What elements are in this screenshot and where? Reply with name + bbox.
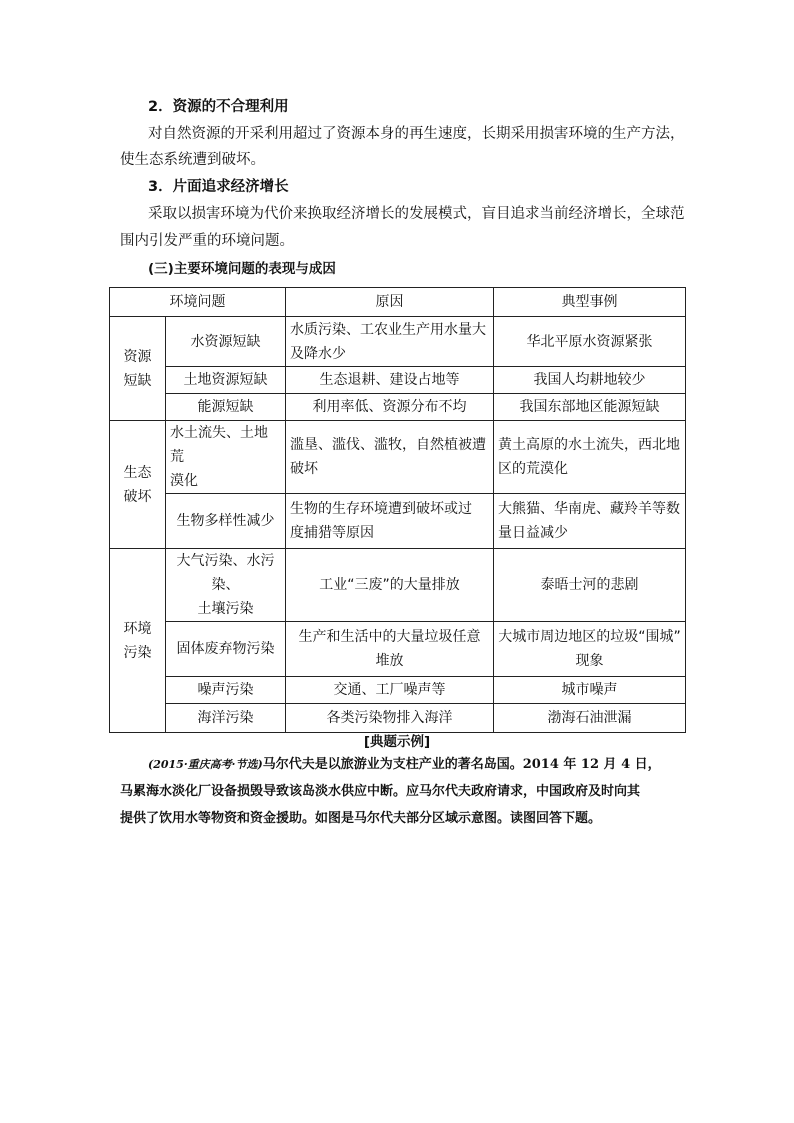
- cell-line: 我国人均耕地较少: [533, 372, 646, 388]
- cell-line: 利用率低、资源分布不均: [312, 399, 467, 415]
- problem-cell: [166, 394, 286, 421]
- cell-line: 生产和生活中的大量垃圾任意: [298, 629, 481, 645]
- cause-cell: [286, 622, 494, 677]
- table-title: (三)主要环境问题的表现与成因: [148, 261, 336, 277]
- cell-line: 各类污染物排入海洋: [326, 710, 453, 726]
- section-2-heading: 2．资源的不合理利用: [148, 99, 289, 115]
- cell-line: 水质污染、工农业生产用水量大: [290, 321, 486, 338]
- cell-line: 土壤污染: [197, 601, 254, 617]
- group-label-line: 生态: [123, 464, 152, 481]
- problem-cell: [166, 421, 286, 494]
- cell-line: 破坏: [290, 461, 318, 477]
- group-label-line: 短缺: [123, 372, 152, 389]
- cell-line: 交通、工厂噪声等: [333, 682, 446, 698]
- cell-line: 生物多样性减少: [176, 513, 275, 529]
- cell-line: 漠化: [170, 473, 198, 489]
- example-line-3: 提供了饮用水等物资和资金援助。如图是马尔代夫部分区域示意图。读图回答下题。: [120, 811, 602, 826]
- header-example: 典型事例: [494, 288, 686, 317]
- problem-cell: [166, 622, 286, 677]
- cell-line: 海洋污染: [197, 710, 254, 726]
- cell-line: 华北平原水资源紧张: [526, 333, 653, 350]
- table-row: [110, 421, 686, 494]
- example-cell: [494, 367, 686, 394]
- cause-cell: [286, 704, 494, 733]
- table-row: [110, 549, 686, 622]
- example-cell: [494, 394, 686, 421]
- table-header-row: [110, 288, 686, 317]
- cause-cell: [286, 494, 494, 549]
- problem-cell: [166, 677, 286, 704]
- table-row: [110, 494, 686, 549]
- cell-line: 大城市周边地区的垃圾“围城”: [498, 629, 681, 645]
- problem-cell: [166, 549, 286, 622]
- environment-problems-table: [109, 287, 686, 733]
- group-label-line: 污染: [123, 644, 152, 661]
- group-label-line: 资源: [123, 348, 152, 365]
- cell-line: 区的荒漠化: [498, 461, 568, 477]
- cell-line: 现象: [575, 653, 604, 669]
- cell-line: 大熊猫、华南虎、藏羚羊等数: [498, 501, 680, 517]
- example-cell: [494, 421, 686, 494]
- cause-cell: [286, 367, 494, 394]
- cell-line: 城市噪声: [561, 682, 618, 698]
- section-2-line-1: 对自然资源的开采利用超过了资源本身的再生速度，长期采用损害环境的生产方法，: [148, 126, 685, 142]
- table-row: [110, 394, 686, 421]
- cell-line: 量日益减少: [498, 525, 568, 541]
- example-line-2: 马累海水淡化厂设备损毁导致该岛淡水供应中断。应马尔代夫政府请求，中国政府及时向其: [120, 784, 641, 799]
- example-cell: [494, 494, 686, 549]
- example-text: 马尔代夫是以旅游业为支柱产业的著名岛国。2014 年 12 月 4 日，: [262, 757, 661, 772]
- table-row: [110, 367, 686, 394]
- cell-line: 能源短缺: [197, 399, 254, 415]
- cell-line: 生态退耕、建设占地等: [319, 372, 460, 388]
- cell-line: 噪声污染: [197, 682, 254, 698]
- table-row: [110, 677, 686, 704]
- cell-line: 度捕猎等原因: [290, 525, 374, 541]
- cell-line: 堆放: [375, 653, 404, 669]
- example-source: (2015·重庆高考·节选): [148, 758, 263, 771]
- cell-line: 我国东部地区能源短缺: [519, 399, 660, 415]
- example-cell: [494, 622, 686, 677]
- example-cell: [494, 704, 686, 733]
- cell-line: 土地资源短缺: [183, 372, 268, 388]
- group-label-line: 环境: [123, 620, 152, 637]
- cause-cell: [286, 421, 494, 494]
- cell-line: 渤海石油泄漏: [547, 710, 632, 726]
- cause-cell: [286, 317, 494, 367]
- section-3-heading: 3．片面追求经济增长: [148, 179, 289, 195]
- section-2-line-2: 使生态系统遭到破坏。: [120, 152, 265, 168]
- table-row: [110, 704, 686, 733]
- group-label-line: 破坏: [123, 488, 152, 505]
- group-label-ecology: [110, 421, 166, 549]
- section-3-line-1: 采取以损害环境为代价来换取经济增长的发展模式，盲目追求当前经济增长，全球范: [148, 206, 685, 222]
- cell-line: 水资源短缺: [190, 333, 261, 350]
- example-cell: [494, 549, 686, 622]
- example-line-1: [148, 754, 661, 776]
- header-problem: 环境问题: [110, 288, 286, 317]
- cause-cell: [286, 394, 494, 421]
- cell-line: 滥垦、滥伐、滥牧，自然植被遭: [290, 437, 486, 453]
- example-cell: [494, 677, 686, 704]
- cell-line: 工业“三废”的大量排放: [319, 577, 460, 593]
- cell-line: 固体废弃物污染: [176, 641, 275, 657]
- cell-line: 黄土高原的水土流失，西北地: [498, 437, 680, 453]
- example-cell: [494, 317, 686, 367]
- problem-cell: [166, 704, 286, 733]
- table-row: [110, 317, 686, 367]
- table-row: [110, 622, 686, 677]
- cell-line: 大气污染、水污染、: [176, 553, 275, 593]
- header-cause: 原因: [286, 288, 494, 317]
- cell-line: 生物的生存环境遭到破坏或过: [290, 501, 472, 517]
- example-title: [典题示例]: [363, 734, 431, 750]
- cell-line: 泰晤士河的悲剧: [540, 577, 639, 593]
- section-3-line-2: 围内引发严重的环境问题。: [120, 233, 294, 249]
- problem-cell: [166, 317, 286, 367]
- cell-line: 水土流失、土地荒: [170, 425, 268, 465]
- cell-line: 及降水少: [290, 345, 346, 362]
- cause-cell: [286, 549, 494, 622]
- cause-cell: [286, 677, 494, 704]
- group-label-pollution: [110, 549, 166, 733]
- problem-cell: [166, 494, 286, 549]
- problem-cell: [166, 367, 286, 394]
- group-label-resource: [110, 317, 166, 421]
